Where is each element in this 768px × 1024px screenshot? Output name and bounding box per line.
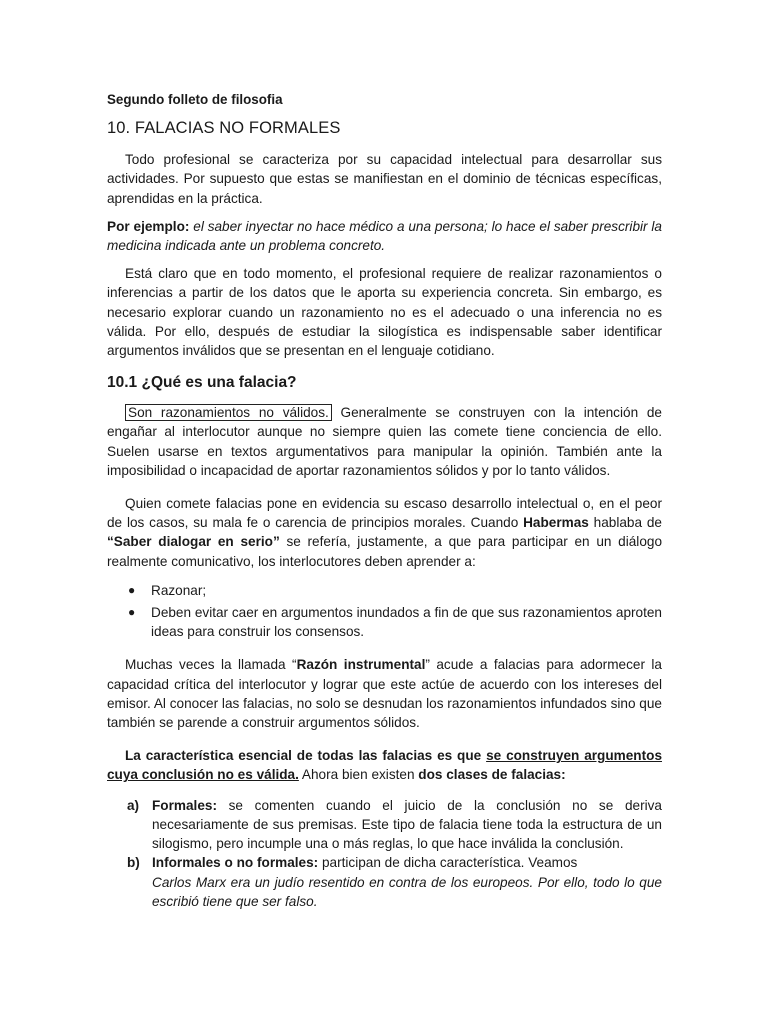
habermas-name: Habermas (523, 515, 589, 531)
habermas-text-b: hablaba de (588, 515, 662, 531)
razon-text-b: ” acude a falacias para adormecer la capacidad crítica del interlocutor y lograr que este actúe de acuerdo con los intereses del emisor. Al conocer las falacias, no solo se desnudan los razonamientos infundados sino que también se parende a construir argumentos sólidos. (107, 657, 662, 731)
list-label: Formales: (152, 797, 217, 813)
paragraph-intro: Todo profesional se caracteriza por su capacidad intelectual para desarrollar sus actividades. Por supuesto que estas se manifiestan en el dominio de técnicas específicas, aprendidas en la práctica. (107, 152, 662, 206)
bullet-icon: ● (128, 582, 136, 597)
characteristic-underlined: se construyen argumentos cuya conclusión no es válida. (107, 748, 662, 783)
list-marker: b) (127, 855, 140, 871)
characteristic-classes: dos clases de falacias: (418, 767, 566, 783)
paragraph-characteristic (107, 746, 662, 784)
list-item (107, 603, 662, 641)
list-text: se comenten cuando el juicio de la conclusión no se deriva necesariamente de sus premisas. Este tipo de falacia tiene toda la estructura de un silogismo, pero incumple una o más reglas, lo que hace inválida la conclusión. (152, 797, 662, 852)
example-text: el saber inyectar no hace médico a una persona; lo hace el saber prescribir la medicina indicada ante un problema concreto. (107, 218, 662, 254)
bullet-text: Razonar; (151, 582, 207, 598)
razon-term: Razón instrumental (296, 657, 426, 673)
example-label: Por ejemplo: (107, 218, 190, 234)
list-example: Carlos Marx era un judío resentido en contra de los europeos. Por ello, todo lo que escribió tiene que ser falso. (152, 874, 662, 909)
paragraph-definition (107, 403, 662, 480)
habermas-quote: “Saber dialogar en serio” (107, 534, 280, 550)
fallacy-types-list (107, 796, 662, 911)
document-title: Segundo folleto de filosofia (107, 92, 283, 107)
characteristic-rest: Ahora bien existen (298, 767, 419, 783)
boxed-definition: Son razonamientos no válidos. (125, 404, 332, 421)
razon-text-a: Muchas veces la llamada “ (125, 657, 297, 673)
list-item-formales (107, 796, 662, 854)
paragraph-habermas (107, 494, 662, 571)
paragraph-reasoning: Está claro que en todo momento, el profesional requiere de realizar razonamientos o inferencias a partir de los datos que le aporta su experiencia concreta. Sin embargo, es necesario explorar cuando un razonamiento no es el adecuado o una inferencia no es válida. Por ello, después de estudiar la silogística es indispensable saber identificar argumentos inválidos que se presentan en el lenguaje cotidiano. (107, 266, 662, 359)
habermas-text-c: se refería, justamente, a que para participar en un diálogo realmente comunicativo, los interlocutores deben aprender a: (107, 534, 663, 569)
habermas-text-a: Quien comete falacias pone en evidencia su escaso desarrollo intelectual o, en el peor de los casos, su mala fe o carencia de principios morales. Cuando (107, 496, 662, 531)
paragraph-example (107, 217, 662, 255)
document-body (107, 90, 662, 911)
list-item (107, 581, 662, 600)
definition-rest: Generalmente se construyen con la intención de engañar al interlocutor aunque no siempre quien las comete tiene conciencia de ello. Suelen usarse en textos argumentativos para manipular la opinión. También ante la imposibilidad o incapacidad de aportar razonamientos sólidos y por lo tanto válidos. (107, 405, 662, 478)
subsection-heading: 10.1 ¿Qué es una falacia? (107, 374, 297, 392)
characteristic-bold: La característica esencial de todas las falacias es que (125, 748, 487, 764)
list-item-informales (107, 853, 662, 911)
bullet-icon: ● (128, 605, 136, 620)
bullet-list (107, 581, 662, 642)
section-heading: 10. FALACIAS NO FORMALES (107, 119, 341, 138)
paragraph-razon-instrumental (107, 655, 662, 732)
bullet-text: Deben evitar caer en argumentos inundados a fin de que sus razonamientos aproten ideas para construir los consensos. (151, 605, 662, 640)
list-text: participan de dicha característica. Veamos (318, 855, 578, 871)
list-marker: a) (127, 797, 140, 813)
list-label: Informales o no formales: (152, 855, 319, 871)
